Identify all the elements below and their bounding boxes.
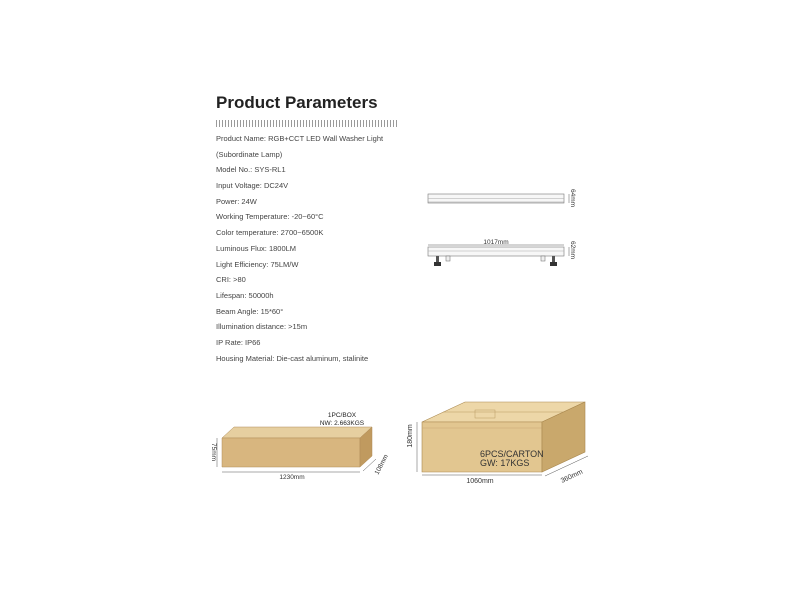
- box-top-face: [222, 427, 372, 438]
- title-underline-divider: [216, 120, 398, 127]
- param-item-voltage: Input Voltage: DC24V: [216, 181, 289, 191]
- box-length-label: 1230mm: [279, 474, 305, 481]
- param-item-ip-rate: IP Rate: IP66: [216, 337, 261, 347]
- param-item-efficiency: Light Efficiency: 75LM/W: [216, 259, 299, 269]
- lamp-dimension-drawing: [420, 185, 590, 275]
- param-item-model: Model No.: SYS-RL1: [216, 165, 286, 175]
- lamp-length-dimension: [428, 239, 564, 246]
- param-item-beam-angle: Beam Angle: 15*60°: [216, 306, 284, 316]
- param-item-cri: CRI: >80: [216, 275, 246, 285]
- param-item-lifespan: Lifespan: 50000h: [216, 290, 274, 300]
- box-nw-label: NW: 2.663KGS: [319, 420, 365, 427]
- carton-illustration: [400, 395, 600, 495]
- box-front-face: [222, 438, 360, 467]
- box-height-label: 75mm: [210, 443, 217, 462]
- parameter-list: [216, 134, 446, 369]
- param-item-luminous-flux: Luminous Flux: 1800LM: [216, 243, 297, 253]
- carton-length-label: 1060mm: [466, 478, 494, 485]
- box-depth-label: 108mm: [373, 453, 390, 476]
- param-item-housing: Housing Material: Die-cast aluminum, stalinite: [216, 353, 369, 363]
- lamp-length-label: 1017mm: [483, 239, 509, 246]
- carton-pcs-label: 6PCS/CARTON: [480, 449, 544, 459]
- carton-height-label: 180mm: [407, 424, 414, 448]
- param-item-illumination: Illumination distance: >15m: [216, 322, 308, 332]
- lamp-top-height-label: 64mm: [569, 189, 576, 208]
- param-item-color-temp: Color temperature: 2700~6500K: [216, 228, 324, 238]
- param-item-working-temp: Working Temperature: -20~60°C: [216, 212, 324, 222]
- carton-gw-label: GW: 17KGS: [480, 458, 530, 468]
- carton-depth-label: 360mm: [559, 468, 585, 485]
- lamp-top-view: [428, 189, 576, 207]
- param-item-product-name: Product Name: RGB+CCT LED Wall Washer Light: [216, 134, 384, 143]
- box-qty-label: 1PC/BOX: [327, 412, 357, 419]
- param-item-subordinate: (Subordinate Lamp): [216, 149, 283, 159]
- single-box-illustration: [200, 405, 400, 490]
- section-title: Product Parameters: [216, 93, 378, 112]
- param-item-power: Power: 24W: [216, 196, 257, 206]
- lamp-side-height-label: 62mm: [569, 241, 576, 260]
